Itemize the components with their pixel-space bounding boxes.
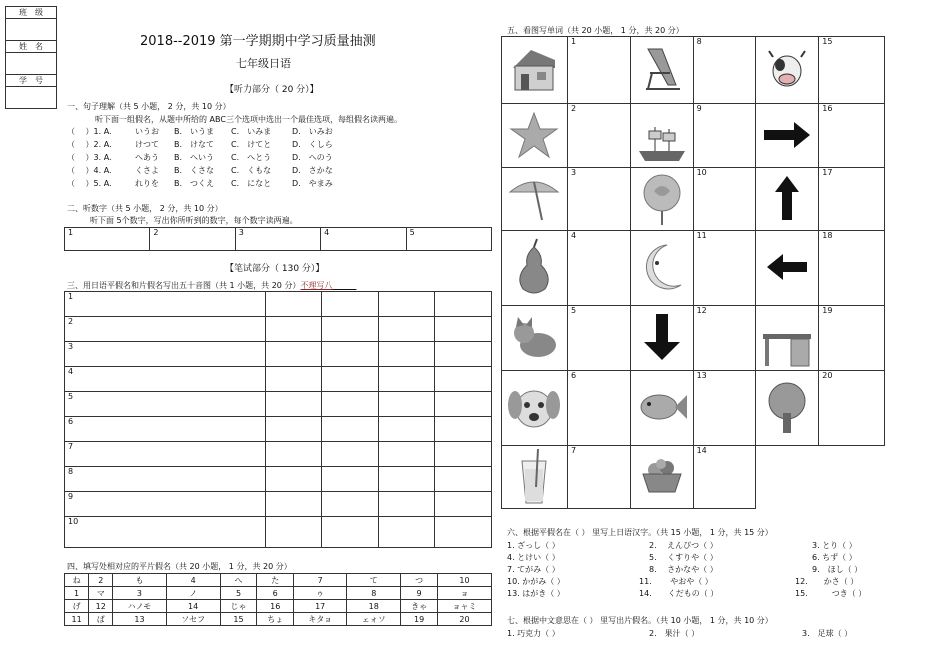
picture-cell: [756, 371, 819, 446]
umbrella-icon: [506, 172, 562, 224]
desk-icon: [759, 328, 815, 368]
student-info-box: [5, 6, 57, 109]
exam-subtitle: 七年级日语: [236, 57, 291, 70]
question-item: 14. くだもの（ ）: [639, 589, 719, 598]
question-item: 13. はがき（ ）: [507, 589, 565, 598]
cow-icon: [763, 45, 811, 93]
ship-icon: [635, 121, 689, 165]
kana-cell[interactable]: 3: [113, 587, 166, 600]
pear-icon: [511, 237, 557, 297]
row-number: 7: [65, 442, 266, 467]
answer-cell[interactable]: 6: [567, 371, 630, 446]
arrow-up-icon: [773, 174, 801, 222]
kana-cell[interactable]: 7: [294, 574, 347, 587]
kana-cell[interactable]: 15: [220, 613, 257, 626]
section3-title: 三、用日语平假名和片假名写出五十音图（共 1 小题，共 20 分）不理写八: [67, 281, 333, 290]
section1-title: 一、句子理解（共 5 小题， 2 分，共 10 分）: [67, 102, 231, 111]
rose-icon: [636, 171, 688, 225]
listening-header: 【听力部分（ 20 分）】: [225, 85, 319, 95]
row-number: 9: [65, 492, 266, 517]
house-icon: [507, 44, 561, 94]
star-icon: [509, 111, 559, 159]
kana-cell: ぱ: [89, 613, 113, 626]
answer-cell[interactable]: 13: [693, 371, 756, 446]
section6-title: 六、根据平假名在（ ） 里写上日语汉字。（共 15 小题， 1 分，共 15 分）: [507, 528, 773, 537]
number-answer-table: [64, 227, 492, 251]
tree-icon: [762, 379, 812, 435]
question-item: 2. 果汁（ ）: [649, 629, 700, 638]
answer-cell[interactable]: 3: [567, 168, 630, 231]
kana-cell[interactable]: 12: [89, 600, 113, 613]
moon-icon: [637, 241, 687, 293]
section1-instructions: 听下面一组假名，从题中所给的 ABC三个选项中选出一个最佳选项，每组假名读两遍。: [95, 115, 402, 124]
answer-cell[interactable]: 9: [693, 104, 756, 168]
kana-cell: ェォソ: [347, 613, 401, 626]
kana-cell[interactable]: 20: [437, 613, 491, 626]
kana-cell: ゥ: [294, 587, 347, 600]
section7-items: [507, 628, 927, 642]
section2-instructions: 听下面 5个数字，写出你所听到的数字，每个数字读两遍。: [90, 216, 298, 225]
picture-cell: [630, 306, 693, 371]
answer-cell[interactable]: 19: [819, 306, 885, 371]
answer-cell[interactable]: 11: [693, 231, 756, 306]
kana-cell[interactable]: 4: [166, 574, 220, 587]
section7-title: 七、根据中文意思在（ ） 里写出片假名。（共 10 小题， 1 分，共 10 分）: [507, 616, 773, 625]
fish-icon: [635, 387, 689, 427]
row-number: 8: [65, 467, 266, 492]
class-label: 班 级: [6, 7, 57, 19]
question-item: 6. ちず（ ）: [812, 553, 857, 562]
answer-cell[interactable]: 12: [693, 306, 756, 371]
kana-cell: げ: [65, 600, 89, 613]
kana-cell: も: [113, 574, 166, 587]
kana-cell[interactable]: 9: [401, 587, 438, 600]
picture-cell: [756, 37, 819, 104]
answer-cell[interactable]: 2: [150, 228, 235, 251]
picture-cell: [630, 446, 693, 509]
kana-cell[interactable]: 17: [294, 600, 347, 613]
question-item: （ ）5. A. れりを B. つくえ C. になと D. やまみ: [67, 179, 333, 188]
cat-icon: [508, 313, 560, 361]
kana-cell[interactable]: 6: [257, 587, 294, 600]
answer-cell[interactable]: 18: [819, 231, 885, 306]
picture-cell: [502, 231, 568, 306]
kana-cell: ソセフ: [166, 613, 220, 626]
question-item: 12. かさ（ ）: [795, 577, 859, 586]
kana-cell: ョ: [437, 587, 491, 600]
kana-cell[interactable]: 14: [166, 600, 220, 613]
section4-title: 四、填写处相对应的平片假名（共 20 小题， 1 分，共 20 分）: [67, 562, 292, 571]
picture-cell: [630, 37, 693, 104]
kana-cell[interactable]: 13: [113, 613, 166, 626]
picture-cell: [630, 231, 693, 306]
kana-cell: ノ: [166, 587, 220, 600]
picture-cell: [630, 168, 693, 231]
question-item: 11. やおや（ ）: [639, 577, 713, 586]
juice-icon: [514, 447, 554, 505]
question-item: 8. さかなや（ ）: [649, 565, 718, 574]
name-label: 姓 名: [6, 41, 57, 53]
kana-cell: じゃ: [220, 600, 257, 613]
question-item: 15. つき（ ）: [795, 589, 867, 598]
answer-cell[interactable]: 7: [567, 446, 630, 509]
question-item: （ ）4. A. くさよ B. くさな C. くもな D. さかな: [67, 166, 333, 175]
section2-title: 二、听数字（共 5 小题， 2 分，共 10 分）: [67, 204, 223, 213]
picture-cell: [502, 104, 568, 168]
picture-cell: [502, 371, 568, 446]
picture-cell: [756, 306, 819, 371]
answer-cell[interactable]: 17: [819, 168, 885, 231]
kana-cell[interactable]: 10: [437, 574, 491, 587]
answer-cell[interactable]: 4: [567, 231, 630, 306]
picture-cell: [502, 168, 568, 231]
question-item: 9. ほし（ ）: [812, 565, 863, 574]
fruit-basket-icon: [639, 456, 685, 496]
picture-cell: [756, 168, 819, 231]
kana-cell[interactable]: 2: [89, 574, 113, 587]
question-item: 4. とけい（ ）: [507, 553, 560, 562]
picture-cell: [502, 446, 568, 509]
kana-cell: た: [257, 574, 294, 587]
section1-items: [67, 126, 357, 191]
answer-cell[interactable]: 1: [567, 37, 630, 104]
answer-cell[interactable]: 15: [819, 37, 885, 104]
picture-cell: [630, 371, 693, 446]
arrow-right-icon: [762, 120, 812, 150]
beach-chair-icon: [640, 45, 684, 93]
row-number: 5: [65, 392, 266, 417]
question-item: 5. くすりや（ ）: [649, 553, 718, 562]
written-header: 【笔试部分（ 130 分）】: [225, 264, 325, 274]
kana-cell: マ: [89, 587, 113, 600]
kana-cell: キタョ: [294, 613, 347, 626]
kana-cell: つ: [401, 574, 438, 587]
kana-cell[interactable]: 19: [401, 613, 438, 626]
question-item: 1. 巧克力（ ）: [507, 629, 560, 638]
id-field[interactable]: [6, 87, 57, 109]
row-number: 6: [65, 417, 266, 442]
kana-cell[interactable]: 18: [347, 600, 401, 613]
answer-cell[interactable]: 5: [406, 228, 491, 251]
answer-cell[interactable]: 10: [693, 168, 756, 231]
class-field[interactable]: [6, 19, 57, 41]
kana-cell[interactable]: 1: [65, 587, 89, 600]
kana-cell: きゃ: [401, 600, 438, 613]
question-item: 3. 足球（ ）: [802, 629, 853, 638]
answer-cell[interactable]: 5: [567, 306, 630, 371]
question-item: 10. かがみ（ ）: [507, 577, 565, 586]
row-number: 3: [65, 342, 266, 367]
dog-icon: [505, 381, 563, 433]
answer-cell[interactable]: 8: [693, 37, 756, 104]
kana-cell: ハノモ: [113, 600, 166, 613]
picture-cell: [502, 306, 568, 371]
kana-cell: へ: [220, 574, 257, 587]
kana-cell: ョャミ: [437, 600, 491, 613]
answer-cell[interactable]: 1: [65, 228, 150, 251]
row-number: 2: [65, 317, 266, 342]
picture-cell: [756, 104, 819, 168]
answer-cell[interactable]: 14: [693, 446, 756, 509]
id-label: 学 号: [6, 75, 57, 87]
answer-cell[interactable]: 4: [321, 228, 406, 251]
kana-cell[interactable]: 16: [257, 600, 294, 613]
kana-cell[interactable]: 5: [220, 587, 257, 600]
question-item: （ ）1. A. いうお B. いうま C. いみま D. いみお: [67, 127, 333, 136]
kana-cell: ちょ: [257, 613, 294, 626]
question-item: （ ）3. A. へあう B. へいう C. へとう D. へのう: [67, 153, 333, 162]
picture-cell: [630, 104, 693, 168]
question-item: 3. とり（ ）: [812, 541, 857, 550]
picture-word-table: [501, 36, 885, 509]
answer-cell[interactable]: 2: [567, 104, 630, 168]
question-item: 1. ざっし（ ）: [507, 541, 560, 550]
arrow-left-icon: [765, 252, 809, 282]
exam-title: 2018--2019 第一学期期中学习质量抽测: [140, 34, 376, 49]
picture-cell: [502, 37, 568, 104]
kana-cell[interactable]: 8: [347, 587, 401, 600]
kana-cell: ね: [65, 574, 89, 587]
answer-cell[interactable]: 20: [819, 371, 885, 446]
kana-table: [64, 573, 492, 626]
row-number: 4: [65, 367, 266, 392]
section5-title: 五、看图写单词（共 20 小题， 1 分，共 20 分）: [507, 26, 684, 35]
answer-cell[interactable]: 3: [235, 228, 320, 251]
question-item: （ ）2. A. けつて B. けなて C. けてと D. くしら: [67, 140, 333, 149]
name-field[interactable]: [6, 53, 57, 75]
answer-cell[interactable]: 16: [819, 104, 885, 168]
question-item: 2. えんぴつ（ ）: [649, 541, 718, 550]
arrow-down-icon: [642, 312, 682, 362]
row-number: 1: [65, 292, 266, 317]
kana-cell: て: [347, 574, 401, 587]
picture-cell: [756, 231, 819, 306]
kana-cell[interactable]: 11: [65, 613, 89, 626]
section3-note: 不理写八: [300, 281, 333, 290]
section6-items: [507, 540, 927, 602]
gojuon-table: [64, 291, 492, 548]
question-item: 7. てがみ（ ）: [507, 565, 560, 574]
row-number: 10: [65, 517, 266, 548]
